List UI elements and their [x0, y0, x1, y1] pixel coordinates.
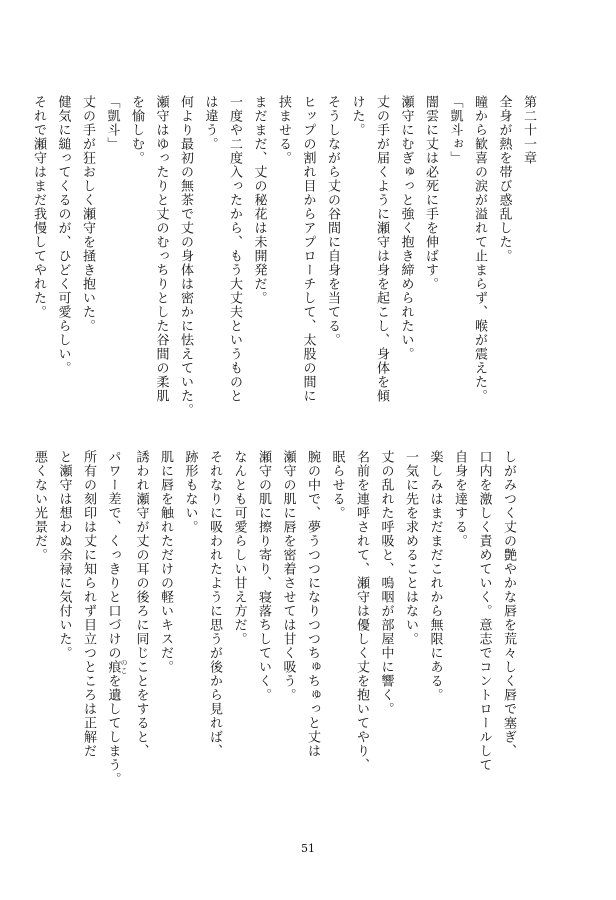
text-line: 所有の刻印は丈に知られず目立つところは正解だ — [81, 450, 96, 758]
text-line: まだまだ、丈の秘花は未開発だ。 — [251, 95, 267, 305]
text-line: 口内を激しく責めていく。意志でコントロールして — [476, 450, 492, 772]
text-block-bottom — [27, 450, 521, 810]
text-line: 瀬守の肌に擦り寄り、寝落ちしていく。 — [256, 450, 271, 702]
text-line: 跡形もない。 — [182, 450, 198, 534]
text-line: 挟ませる。 — [276, 95, 291, 165]
text-line: と瀬守は想わぬ余禄に気付いた。 — [56, 450, 72, 660]
chapter-heading: 第二十一章 — [521, 95, 536, 165]
text-line: しがみつく丈の艶やかな唇を荒々しく唇で塞ぎ、 — [501, 450, 516, 758]
text-line: なんとも可愛らしい甘え方だ。 — [231, 450, 247, 646]
text-block-top — [26, 95, 541, 445]
ruby-annotation: 痕 のこ — [105, 659, 128, 675]
text-line: それなりに吸われたように思うが後から見れば、 — [207, 450, 222, 758]
text-line: 誘われ瀬守が丈の耳の後ろに同じことをすると、 — [133, 450, 149, 758]
text-line: 楽しみはまだまだこれから無限にある。 — [427, 450, 443, 702]
text-line: 一度や二度入ったから、もう大丈夫というものと — [227, 95, 242, 403]
text-line: 「凱斗」 — [104, 95, 120, 151]
text-line: 全身が熱を帯び惑乱した。 — [496, 95, 512, 263]
text-line: 自身を達する。 — [452, 450, 467, 548]
page-number: 51 — [301, 842, 315, 855]
text-line: パワー差で、くっきりと口づけの痕 のこを遺してしまう。 — [105, 450, 128, 786]
text-line: 名前を連呼されて、瀬守は優しく丈を抱いてやり、 — [354, 450, 369, 772]
text-line: 瀬守にむぎゅっと強く抱き締められたい。 — [398, 95, 414, 361]
text-line: 「凱斗ぉ」 — [447, 95, 463, 165]
text-line: 瞳から歓喜の涙が溢れて止まらず、喉が震えた。 — [472, 95, 487, 403]
ruby-reading: のこ — [120, 659, 128, 675]
text-line: そうしながら丈の谷間に自身を当てる。 — [325, 95, 340, 347]
text-line: 丈の乱れた呼吸と、嗚咽が部屋中に響く。 — [378, 450, 394, 716]
text-line: を愉しむ。 — [129, 95, 144, 165]
text-line: 丈の手が狂おしく瀬守を掻き抱いた。 — [80, 95, 95, 333]
text-line: 一気に先を求めることはない。 — [403, 450, 418, 646]
text-line: 眠らせる。 — [329, 450, 345, 520]
text-line: 腕の中で、夢うつつになりつつちゅちゅっと丈は — [305, 450, 320, 758]
text-line: 闇雲に丈は必死に手を伸ばす。 — [423, 95, 438, 291]
text-line: それで瀬守はまだ我慢してやれた。 — [31, 95, 46, 319]
text-line: 健気に縋ってくるのが、ひどく可愛らしい。 — [55, 95, 71, 375]
text-line: ヒップの割れ目からアプローチして、太股の間に — [300, 95, 316, 403]
text-line: 肌に唇を触れただけの軽いキスだ。 — [158, 450, 173, 674]
text-line: 悪くない光景だ。 — [32, 450, 47, 562]
text-line: 丈の手が届くように瀬守は身を起こし、身体を傾 — [374, 95, 389, 403]
text-line: 何より最初の無茶で丈の身体は密かに怯えていた。 — [178, 95, 193, 417]
text-line: は違う。 — [202, 95, 218, 151]
text-line: 瀬守の肌に唇を密着させては甘く吸う。 — [280, 450, 296, 702]
text-line: けた。 — [349, 95, 365, 137]
text-line: 瀬守はゆったりと丈のむっちりとした谷間の柔肌 — [153, 95, 169, 403]
